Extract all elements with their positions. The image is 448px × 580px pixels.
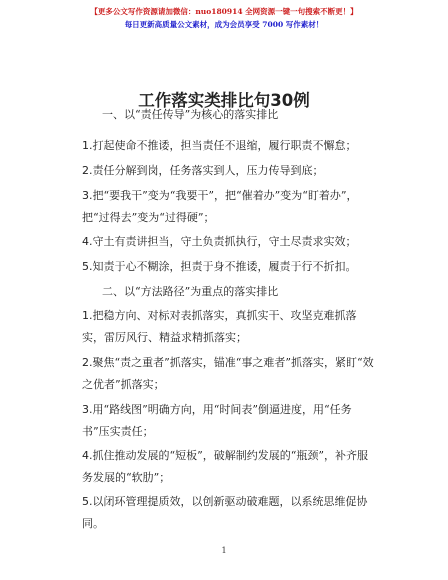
promo-line-2: 每日更新高质量公文素材，成为会员享受 7000 写作素材！ [124,20,324,29]
list-item [82,185,378,229]
item-number: 2. [82,356,93,369]
item-text: 知责于心不糊涂，担责于身不推诿，履责于行不折扣。 [92,260,357,273]
item-text: 把“要我干”变为“我要干”，把“催着办”变为“盯着办”，把“过得去”变为“过得硬”； [82,189,358,224]
item-text: 打起使命不推诿，担当责任不退缩，履行职责不懈怠； [92,139,357,152]
item-number: 3. [82,403,93,416]
item-number: 2. [82,164,93,177]
page-number: 1 [221,546,227,555]
section-heading-2: 二、以“方法路径”为重点的落实排比 [102,285,279,298]
item-text: 守土有责讲担当，守土负责抓执行，守土尽责求实效； [92,235,357,248]
list-item [82,256,378,278]
item-text: 责任分解到岗，任务落实到人，压力传导到底； [92,164,324,177]
item-text: 把稳方向、对标对表抓落实，真抓实干、攻坚克难抓落实，雷厉风行、精益求精抓落实； [82,309,357,344]
item-text: 用“路线图”明确方向，用“时间表”倒逼进度，用“任务书”压实责任； [82,403,352,438]
item-number: 1. [82,309,93,322]
list-item [82,231,378,253]
item-number: 4. [82,235,93,248]
item-number: 5. [82,260,93,273]
item-number: 4. [82,449,93,462]
list-item [82,135,378,157]
document-title: 工作落实类排比句30例 [138,91,310,110]
list-item [82,352,378,396]
item-text: 以闭环管理提质效，以创新驱动破难题，以系统思维促协同。 [82,495,368,530]
item-number: 3. [82,189,93,202]
list-item [82,160,378,182]
item-text: 抓住推动发展的“短板”，破解制约发展的“瓶颈”，补齐服务发展的“软肋”； [82,449,368,484]
item-number: 1. [82,139,93,152]
list-item [82,399,378,443]
item-text: 聚焦“责之重者”抓落实，锚准“事之难者”抓落实，紧盯“效之优者”抓落实； [82,356,374,391]
item-number: 5. [82,495,93,508]
list-item [82,445,378,489]
list-item [82,491,378,535]
section-heading-1: 一、以“责任传导”为核心的落实排比 [102,108,279,121]
promo-line-1: 【更多公文写作资源请加微信：nuo180914 全网资源一键一句搜索不断更！】 [90,7,358,16]
list-item [82,305,378,349]
